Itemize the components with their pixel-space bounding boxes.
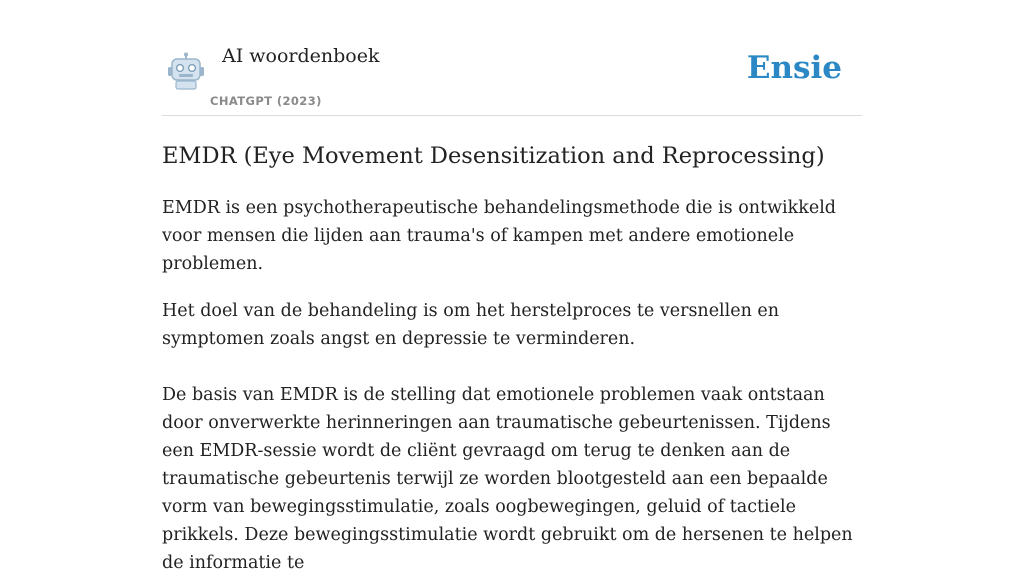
source-meta: CHATGPT (2023) [210,94,322,108]
entry-paragraph: Het doel van de behandeling is om het herstelproces te versnellen en symptomen zoals angst en depressie te verminderen. [162,301,780,349]
source-title[interactable]: AI woordenboek [222,45,380,67]
ensie-logo[interactable]: Ensie [746,50,842,86]
robot-icon [166,52,206,90]
entry-term: EMDR (Eye Movement Desensitization and Reprocessing) [162,143,825,169]
entry-paragraph: EMDR is een psychotherapeutische behandelingsmethode die is ontwikkeld voor mensen die lijden aan trauma's of kampen met andere emotionele problemen. [162,198,837,274]
content-container [162,0,862,577]
entry-paragraph: De basis van EMDR is de stelling dat emotionele problemen vaak ontstaan door onverwerkte herinneringen aan traumatische gebeurtenissen. Tijdens een EMDR-sessie wordt de cliënt gevraagd om terug te denken aan de traumatische gebeurtenis terwijl ze worden blootgesteld aan een bepaalde vorm van bewegingsstimulatie, zoals oogbewegingen, geluid of tactiele prikkels. Deze bewegingsstimulatie wordt gebruikt om de hersenen te helpen de informatie te [162,385,853,573]
source-header [162,0,862,116]
